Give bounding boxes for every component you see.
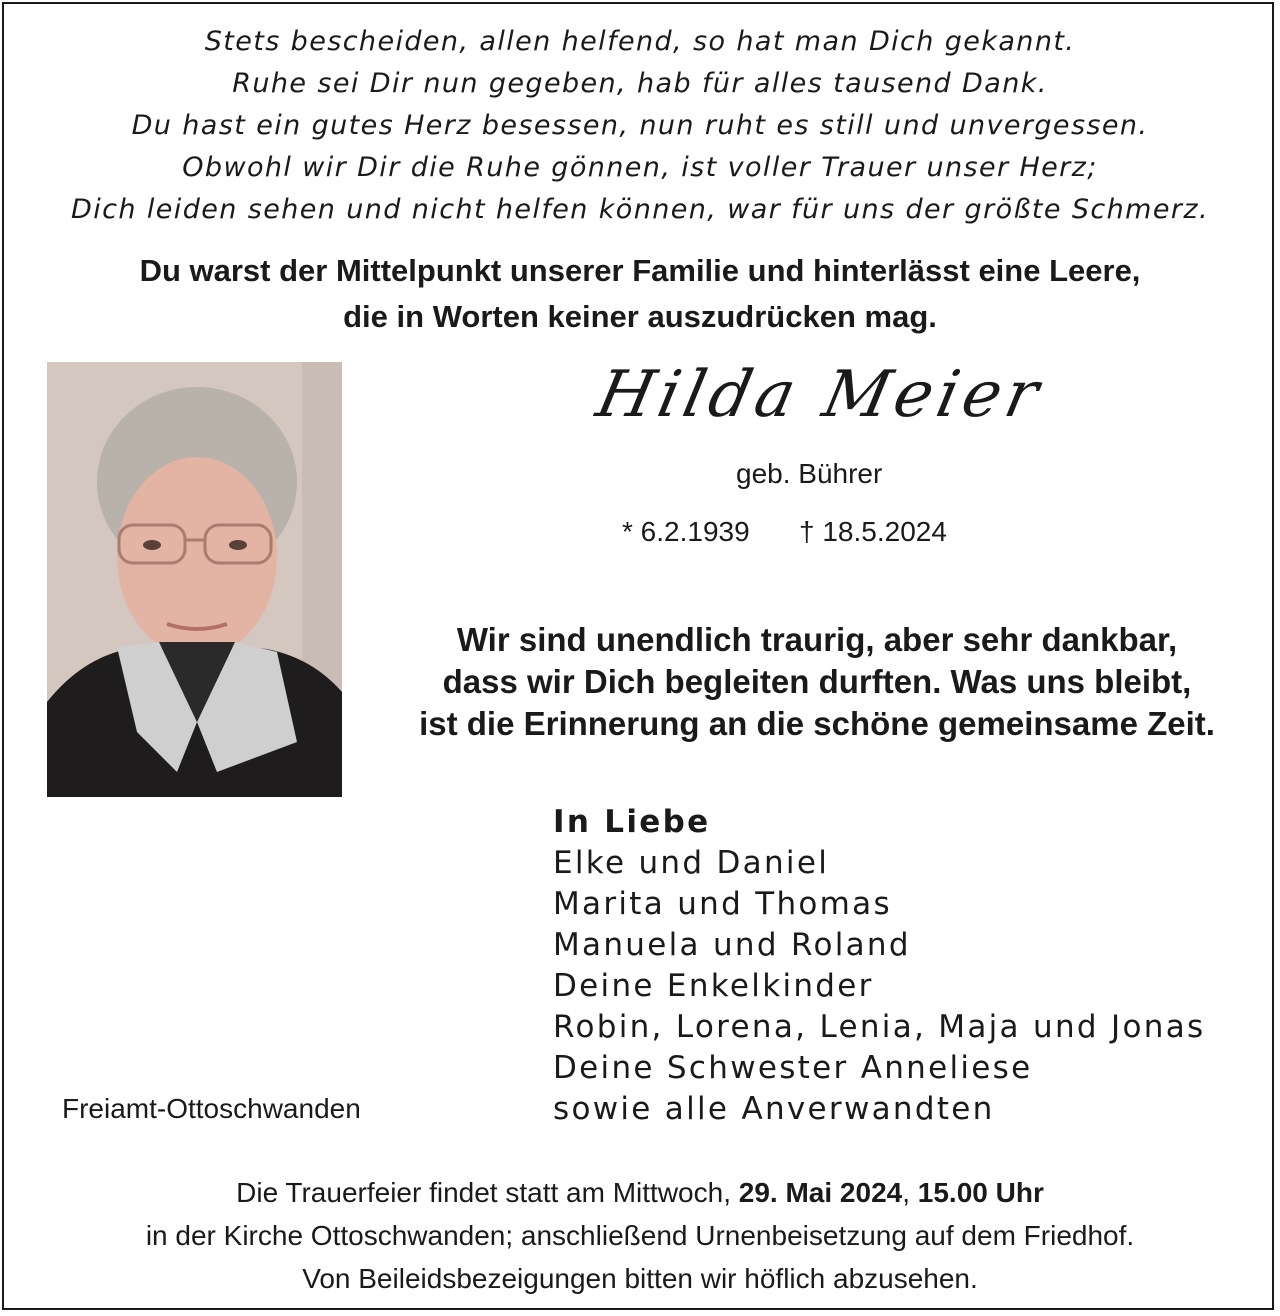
mourner-line: Elke und Daniel — [553, 845, 830, 881]
poem-line: Du hast ein gutes Herz besessen, nun ruht es still und unvergessen. — [131, 110, 1149, 141]
funeral-separator: , — [902, 1177, 918, 1208]
deceased-name: Hilda Meier — [590, 358, 1050, 432]
mourner-line: Deine Schwester Anneliese — [553, 1050, 1033, 1086]
gratitude — [370, 619, 1264, 745]
mourners-list — [553, 802, 1205, 1130]
funeral-time: 15.00 Uhr — [917, 1177, 1044, 1208]
poem-line: Ruhe sei Dir nun gegeben, hab für alles tausend Dank. — [232, 68, 1048, 99]
funeral-intro: Die Trauerfeier findet statt am Mittwoch, — [236, 1177, 739, 1208]
tribute-line: Du warst der Mittelpunkt unserer Familie und hinterlässt eine Leere, — [139, 253, 1141, 288]
funeral-line-2: in der Kirche Ottoschwanden; anschließend Urnenbeisetzung auf dem Friedhof. — [145, 1220, 1135, 1251]
gratitude-line: dass wir Dich begleiten durften. Was uns bleibt, — [442, 663, 1192, 700]
mourner-line: sowie alle Anverwandten — [553, 1091, 995, 1127]
poem-line: Stets bescheiden, allen helfend, so hat man Dich gekannt. — [204, 26, 1076, 57]
mourner-line: Manuela und Roland — [553, 927, 911, 963]
mourner-line: Deine Enkelkinder — [553, 968, 874, 1004]
funeral-line-3: Von Beileidsbezeigungen bitten wir höflich abzusehen. — [302, 1263, 978, 1294]
poem-line: Dich leiden sehen und nicht helfen können, war für uns der größte Schmerz. — [71, 194, 1209, 225]
mourner-line: Marita und Thomas — [553, 886, 892, 922]
birth-date: * 6.2.1939 — [622, 516, 750, 547]
portrait-photo — [47, 362, 342, 797]
maiden-name: geb. Bührer — [736, 458, 883, 489]
funeral-line-1 — [0, 1171, 1280, 1214]
place: Freiamt-Ottoschwanden — [62, 1093, 361, 1124]
tribute-line: die in Worten keiner auszudrücken mag. — [343, 299, 937, 334]
funeral-info — [0, 1171, 1280, 1300]
tribute — [0, 248, 1280, 340]
poem-line: Obwohl wir Dir die Ruhe gönnen, ist voller Trauer unser Herz; — [182, 152, 1098, 183]
death-date: † 18.5.2024 — [799, 516, 947, 547]
gratitude-line: Wir sind unendlich traurig, aber sehr dankbar, — [456, 621, 1178, 658]
portrait-illustration — [47, 362, 342, 797]
mourners-heading: In Liebe — [553, 804, 711, 840]
gratitude-line: ist die Erinnerung an die schöne gemeinsame Zeit. — [419, 705, 1215, 742]
funeral-date: 29. Mai 2024 — [738, 1177, 903, 1208]
mourner-line: Robin, Lorena, Lenia, Maja und Jonas — [553, 1009, 1206, 1045]
poem — [0, 21, 1280, 231]
